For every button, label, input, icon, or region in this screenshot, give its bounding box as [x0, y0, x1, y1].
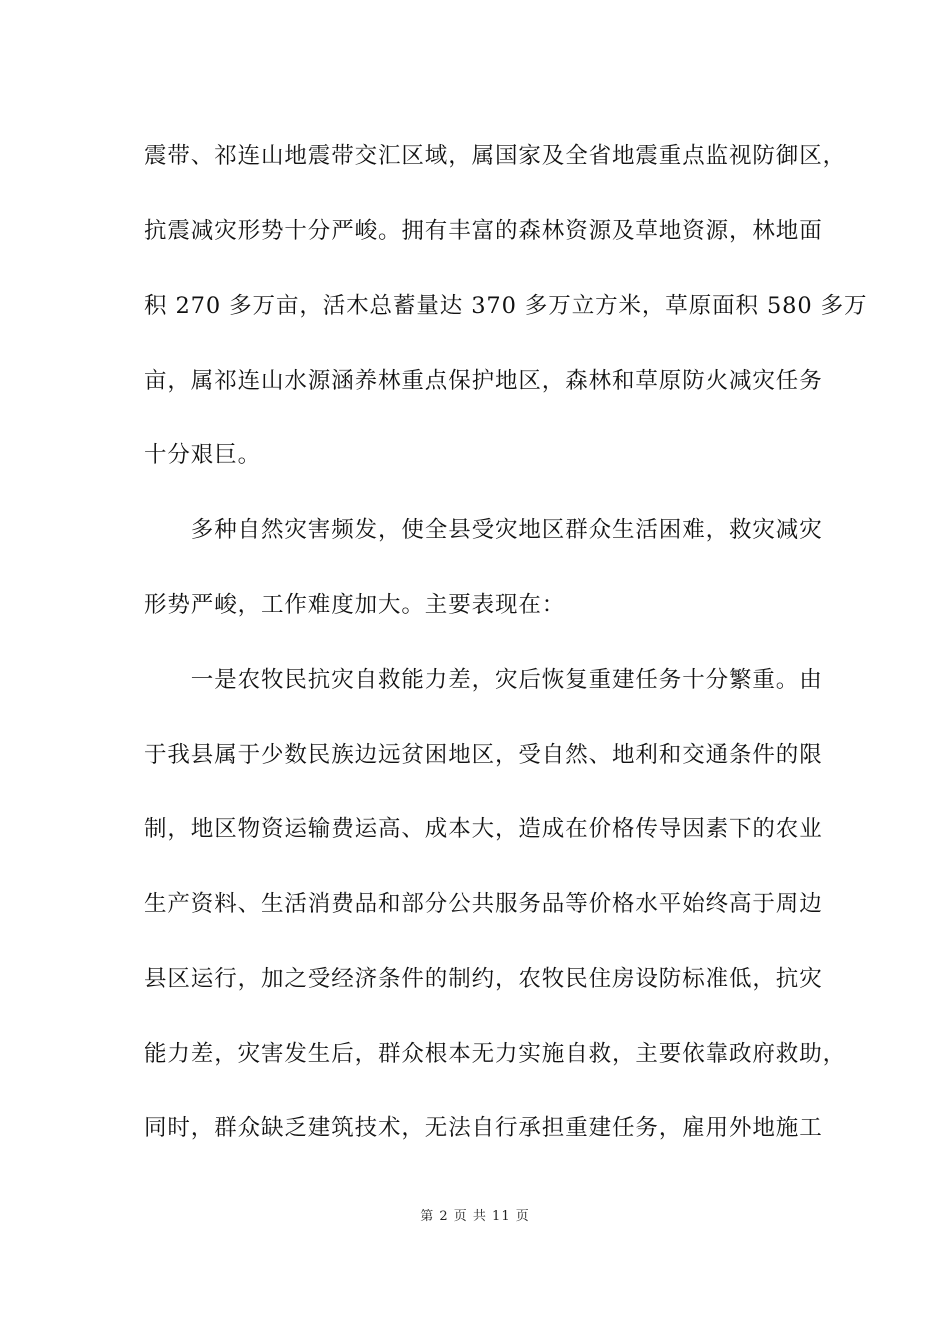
page-number-footer: 第 2 页 共 11 页	[420, 1209, 530, 1224]
text-line: 震带、祁连山地震带交汇区域，属国家及全省地震重点监视防御区，	[144, 143, 847, 169]
text-line: 多种自然灾害频发，使全县受灾地区群众生活困难，救灾减灾	[144, 517, 823, 543]
text-line: 于我县属于少数民族边远贫困地区，受自然、地利和交通条件的限	[144, 742, 823, 768]
text-line: 制，地区物资运输费运高、成本大，造成在价格传导因素下的农业	[144, 816, 823, 842]
text-line: 县区运行，加之受经济条件的制约，农牧民住房设防标准低，抗灾	[144, 966, 823, 992]
text-line: 能力差，灾害发生后，群众根本无力实施自救，主要依靠政府救助，	[144, 1041, 847, 1067]
text-line: 一是农牧民抗灾自救能力差，灾后恢复重建任务十分繁重。由	[144, 667, 823, 693]
text-line: 抗震减灾形势十分严峻。拥有丰富的森林资源及草地资源，林地面	[144, 218, 823, 244]
text-line: 积 270 多万亩，活木总蓄量达 370 多万立方米，草原面积 580 多万	[144, 293, 868, 319]
text-line: 生产资料、生活消费品和部分公共服务品等价格水平始终高于周边	[144, 891, 823, 917]
text-line: 同时，群众缺乏建筑技术，无法自行承担重建任务，雇用外地施工	[144, 1115, 823, 1141]
text-line: 形势严峻，工作难度加大。主要表现在：	[144, 592, 566, 618]
text-line: 亩，属祁连山水源涵养林重点保护地区，森林和草原防火减灾任务	[144, 368, 823, 394]
text-line: 十分艰巨。	[144, 442, 262, 468]
